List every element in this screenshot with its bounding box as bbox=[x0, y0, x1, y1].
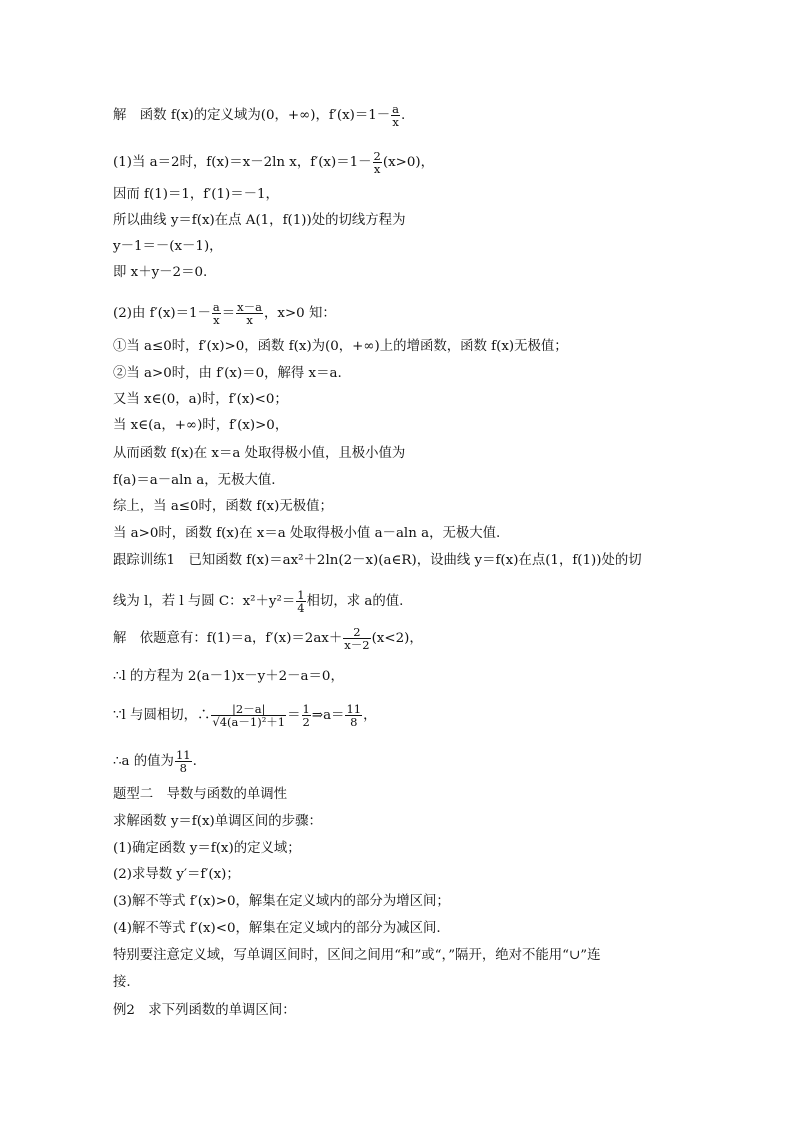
text-run: ①当 a≤0时，f′(x)>0，函数 f(x)为(0，+∞)上的增函数，函数 f(x)无极值； bbox=[113, 339, 568, 354]
text-run: ，x>0 知： bbox=[264, 306, 336, 321]
text-line-3 bbox=[113, 186, 279, 204]
text-line-9 bbox=[113, 365, 342, 383]
fraction-denominator: x bbox=[213, 313, 220, 327]
text-line-27 bbox=[113, 920, 441, 938]
text-run: f(a)＝a－aln a，无极大值. bbox=[113, 473, 276, 488]
text-line-4 bbox=[113, 212, 405, 230]
text-run: (x<2)， bbox=[371, 631, 423, 646]
text-line-21 bbox=[113, 749, 197, 774]
text-line-24 bbox=[113, 840, 301, 858]
text-line-23 bbox=[113, 813, 322, 831]
fraction bbox=[391, 103, 400, 128]
text-run: 跟踪训练1 已知函数 f(x)＝ax²＋2ln(2－x)(a∈R)，设曲线 y＝f(x)在点(1，f(1))处的切 bbox=[113, 553, 642, 568]
text-run: ②当 a>0时，由 f′(x)＝0，解得 x＝a. bbox=[113, 366, 342, 381]
text-line-7 bbox=[113, 301, 336, 326]
text-line-18 bbox=[113, 626, 423, 651]
text-line-10 bbox=[113, 391, 288, 409]
text-line-5 bbox=[113, 238, 223, 256]
fraction-numerator: 1 bbox=[302, 702, 310, 716]
text-line-20 bbox=[113, 703, 376, 728]
fraction-denominator: x bbox=[373, 162, 381, 176]
fraction bbox=[373, 150, 382, 175]
text-run: 求解函数 y＝f(x)单调区间的步骤： bbox=[113, 814, 322, 829]
text-run: 即 x＋y－2＝0. bbox=[113, 265, 208, 280]
fraction bbox=[212, 301, 221, 326]
text-line-19 bbox=[113, 668, 344, 686]
fraction-numerator: 2 bbox=[343, 626, 370, 639]
text-run: ∴a 的值为 bbox=[113, 754, 174, 769]
text-run: 解 依题意有：f(1)＝a，f′(x)＝2ax＋ bbox=[113, 631, 343, 646]
fraction bbox=[302, 703, 311, 728]
fraction-denominator: 4 bbox=[297, 601, 305, 615]
text-run: ＝ bbox=[287, 708, 301, 723]
text-run: 因而 f(1)＝1，f′(1)＝－1， bbox=[113, 187, 279, 202]
text-run: 例2 求下列函数的单调区间： bbox=[113, 1003, 296, 1018]
fraction-numerator: |2－a| bbox=[211, 703, 286, 716]
text-line-22 bbox=[113, 786, 287, 804]
text-run: ∴l 的方程为 2(a－1)x－y＋2－a＝0， bbox=[113, 669, 344, 684]
text-line-15 bbox=[113, 525, 500, 543]
text-line-16 bbox=[113, 552, 642, 570]
text-run: 线为 l，若 l 与圆 C：x²＋y²＝ bbox=[113, 594, 296, 609]
text-run: (1)当 a＝2时，f(x)＝x－2ln x，f′(x)＝1－ bbox=[113, 155, 372, 170]
text-run: 解 函数 f(x)的定义域为(0，+∞)，f′(x)＝1－ bbox=[113, 108, 391, 123]
fraction-numerator: 1 bbox=[297, 588, 305, 602]
text-run: 相切，求 a的值. bbox=[306, 594, 404, 609]
text-run: ＝ bbox=[221, 306, 236, 321]
text-run: y－1＝－(x－1)， bbox=[113, 239, 223, 254]
fraction bbox=[345, 703, 362, 728]
text-run: ⇒a＝ bbox=[311, 708, 345, 723]
fraction bbox=[343, 626, 370, 651]
text-line-12 bbox=[113, 445, 405, 463]
fraction-denominator: 8 bbox=[350, 715, 358, 729]
fraction-denominator: x bbox=[392, 115, 399, 129]
text-run: 接. bbox=[113, 975, 131, 990]
fraction-numerator: a bbox=[212, 300, 220, 314]
fraction-numerator: x－a bbox=[237, 300, 263, 314]
fraction bbox=[236, 301, 263, 326]
text-line-29 bbox=[113, 974, 131, 992]
fraction-denominator: 2 bbox=[302, 715, 310, 729]
fraction-numerator: 11 bbox=[346, 702, 362, 716]
text-line-13 bbox=[113, 472, 276, 490]
text-line-6 bbox=[113, 264, 207, 282]
text-line-25 bbox=[113, 866, 240, 884]
text-line-28 bbox=[113, 947, 600, 965]
text-run: ， bbox=[363, 708, 377, 723]
text-run: . bbox=[401, 108, 406, 123]
text-run: 从而函数 f(x)在 x＝a 处取得极小值，且极小值为 bbox=[113, 446, 406, 461]
text-run: (4)解不等式 f′(x)<0，解集在定义域内的部分为减区间. bbox=[113, 921, 441, 936]
text-run: (2)由 f′(x)＝1－ bbox=[113, 306, 211, 321]
text-run: 所以曲线 y＝f(x)在点 A(1，f(1))处的切线方程为 bbox=[113, 213, 406, 228]
text-run: (x>0)， bbox=[382, 155, 434, 170]
fraction bbox=[211, 703, 286, 728]
text-run: 当 x∈(a，+∞)时，f′(x)>0， bbox=[113, 418, 289, 433]
text-run: (2)求导数 y′＝f′(x)； bbox=[113, 867, 240, 882]
text-run: (1)确定函数 y＝f(x)的定义域； bbox=[113, 841, 301, 856]
text-run: ∵l 与圆相切，∴ bbox=[113, 708, 211, 723]
fraction-numerator: a bbox=[392, 102, 400, 116]
text-line-26 bbox=[113, 893, 450, 911]
text-line-11 bbox=[113, 417, 288, 435]
text-line-2 bbox=[113, 150, 434, 175]
text-line-8 bbox=[113, 338, 568, 356]
fraction-denominator: 8 bbox=[179, 761, 187, 775]
fraction bbox=[296, 589, 305, 614]
fraction-numerator: 2 bbox=[373, 149, 381, 163]
text-run: (3)解不等式 f′(x)>0，解集在定义域内的部分为增区间； bbox=[113, 894, 450, 909]
fraction bbox=[175, 749, 192, 774]
text-line-1 bbox=[113, 103, 405, 128]
fraction-denominator: x－2 bbox=[344, 638, 370, 652]
text-run: 综上，当 a≤0时，函数 f(x)无极值； bbox=[113, 499, 333, 514]
fraction-numerator: 11 bbox=[175, 748, 191, 762]
text-run: 特别要注意定义域，写单调区间时，区间之间用“和”或“，”隔开，绝对不能用“∪”连 bbox=[113, 948, 601, 963]
text-line-14 bbox=[113, 498, 333, 516]
text-run: 题型二 导数与函数的单调性 bbox=[113, 787, 288, 802]
text-run: 当 a>0时，函数 f(x)在 x＝a 处取得极小值 a－aln a，无极大值. bbox=[113, 526, 501, 541]
fraction-denominator: √4(a－1)²＋1 bbox=[212, 715, 286, 729]
text-run: . bbox=[192, 754, 197, 769]
text-line-30 bbox=[113, 1002, 296, 1020]
text-line-17 bbox=[113, 589, 403, 614]
text-run: 又当 x∈(0，a)时，f′(x)<0； bbox=[113, 392, 288, 407]
fraction-denominator: x bbox=[246, 313, 253, 327]
